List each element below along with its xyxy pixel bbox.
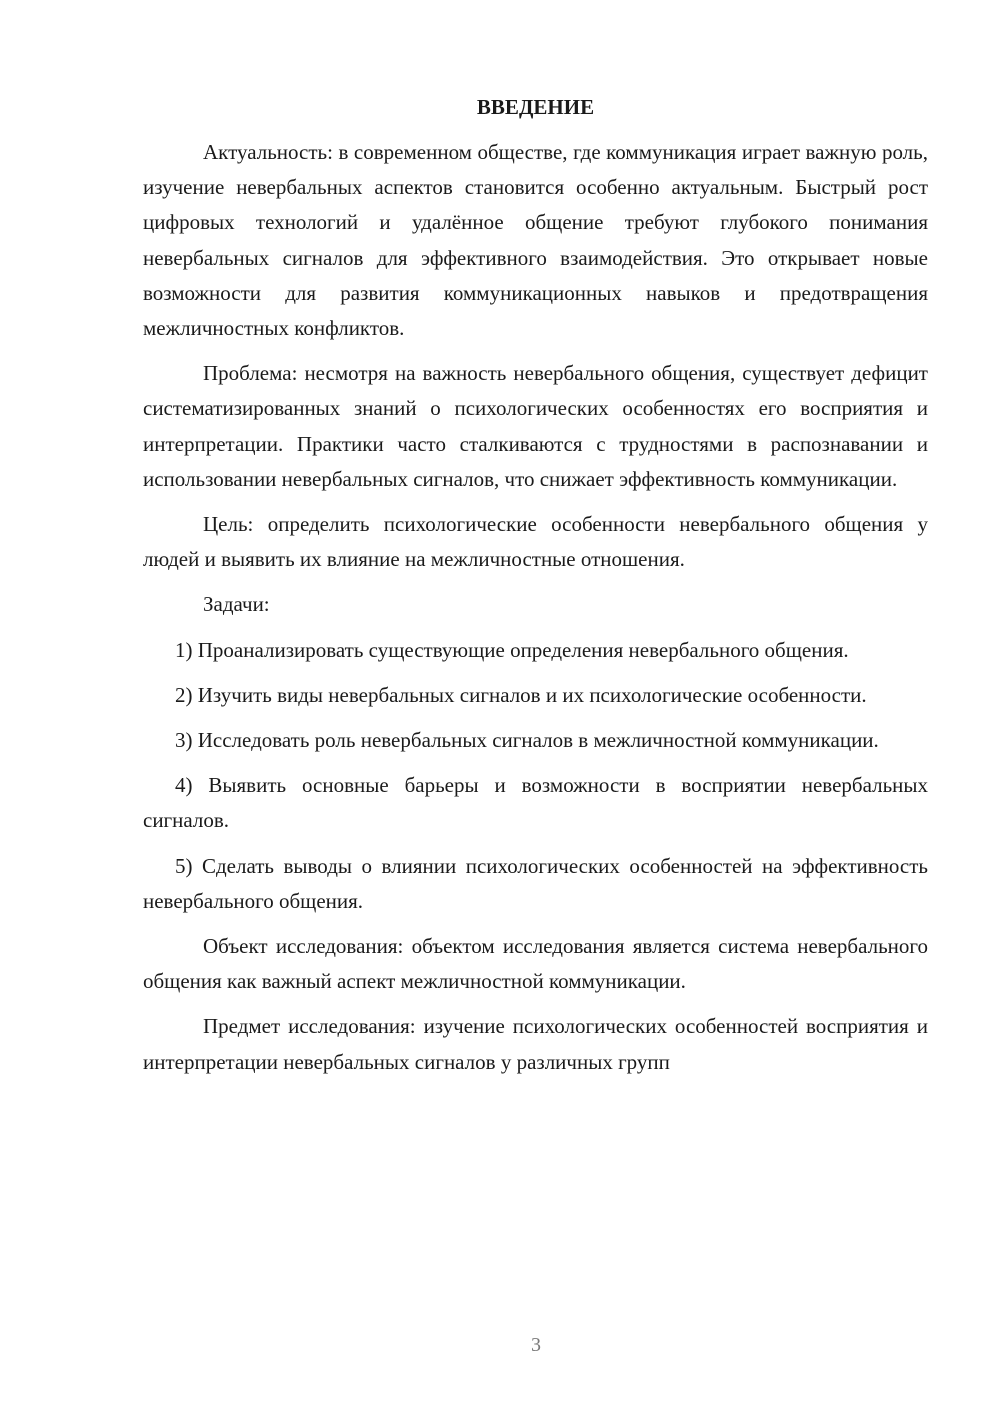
task-item-3: 3) Исследовать роль невербальных сигналов в межличностной коммуникации. bbox=[175, 728, 879, 753]
subject-paragraph: Предмет исследования: изучение психологических особенностей восприятия и интерпретации невербальных сигналов у различных групп bbox=[143, 1014, 928, 1074]
task-item-5: 5) Сделать выводы о влиянии психологических особенностей на эффективность невербального общения. bbox=[143, 853, 928, 913]
tasks-label: Задачи: bbox=[203, 592, 270, 617]
page-number: 3 bbox=[531, 1334, 541, 1356]
task-item-2: 2) Изучить виды невербальных сигналов и их психологические особенности. bbox=[175, 682, 867, 707]
goal-paragraph: Цель: определить психологические особенности невербального общения у людей и выявить их влияние на межличностные отношения. bbox=[143, 512, 928, 572]
object-paragraph: Объект исследования: объектом исследования является система невербального общения как важный аспект межличностной коммуникации. bbox=[143, 934, 928, 994]
document-page bbox=[143, 90, 928, 1080]
section-heading: ВВЕДЕНИЕ bbox=[476, 95, 595, 119]
task-item-4: 4) Выявить основные барьеры и возможности в восприятии невербальных сигналов. bbox=[143, 773, 928, 833]
task-item-1: 1) Проанализировать существующие определения невербального общения. bbox=[175, 637, 849, 662]
problem-paragraph: Проблема: несмотря на важность невербального общения, существует дефицит систематизированных знаний о психологических особенностях его восприятия и интерпретации. Практики часто сталкиваются с трудностями в распознавании и использовании невербальных сигналов, что снижает эффективность коммуникации. bbox=[143, 361, 928, 491]
relevance-paragraph: Актуальность: в современном обществе, где коммуникация играет важную роль, изучение невербальных аспектов становится особенно актуальным. Быстрый рост цифровых технологий и удалённое общение требуют глубокого понимания невербальных сигналов для эффективного взаимодействия. Это открывает новые возможности для развития коммуникационных навыков и предотвращения межличностных конфликтов. bbox=[143, 140, 928, 341]
